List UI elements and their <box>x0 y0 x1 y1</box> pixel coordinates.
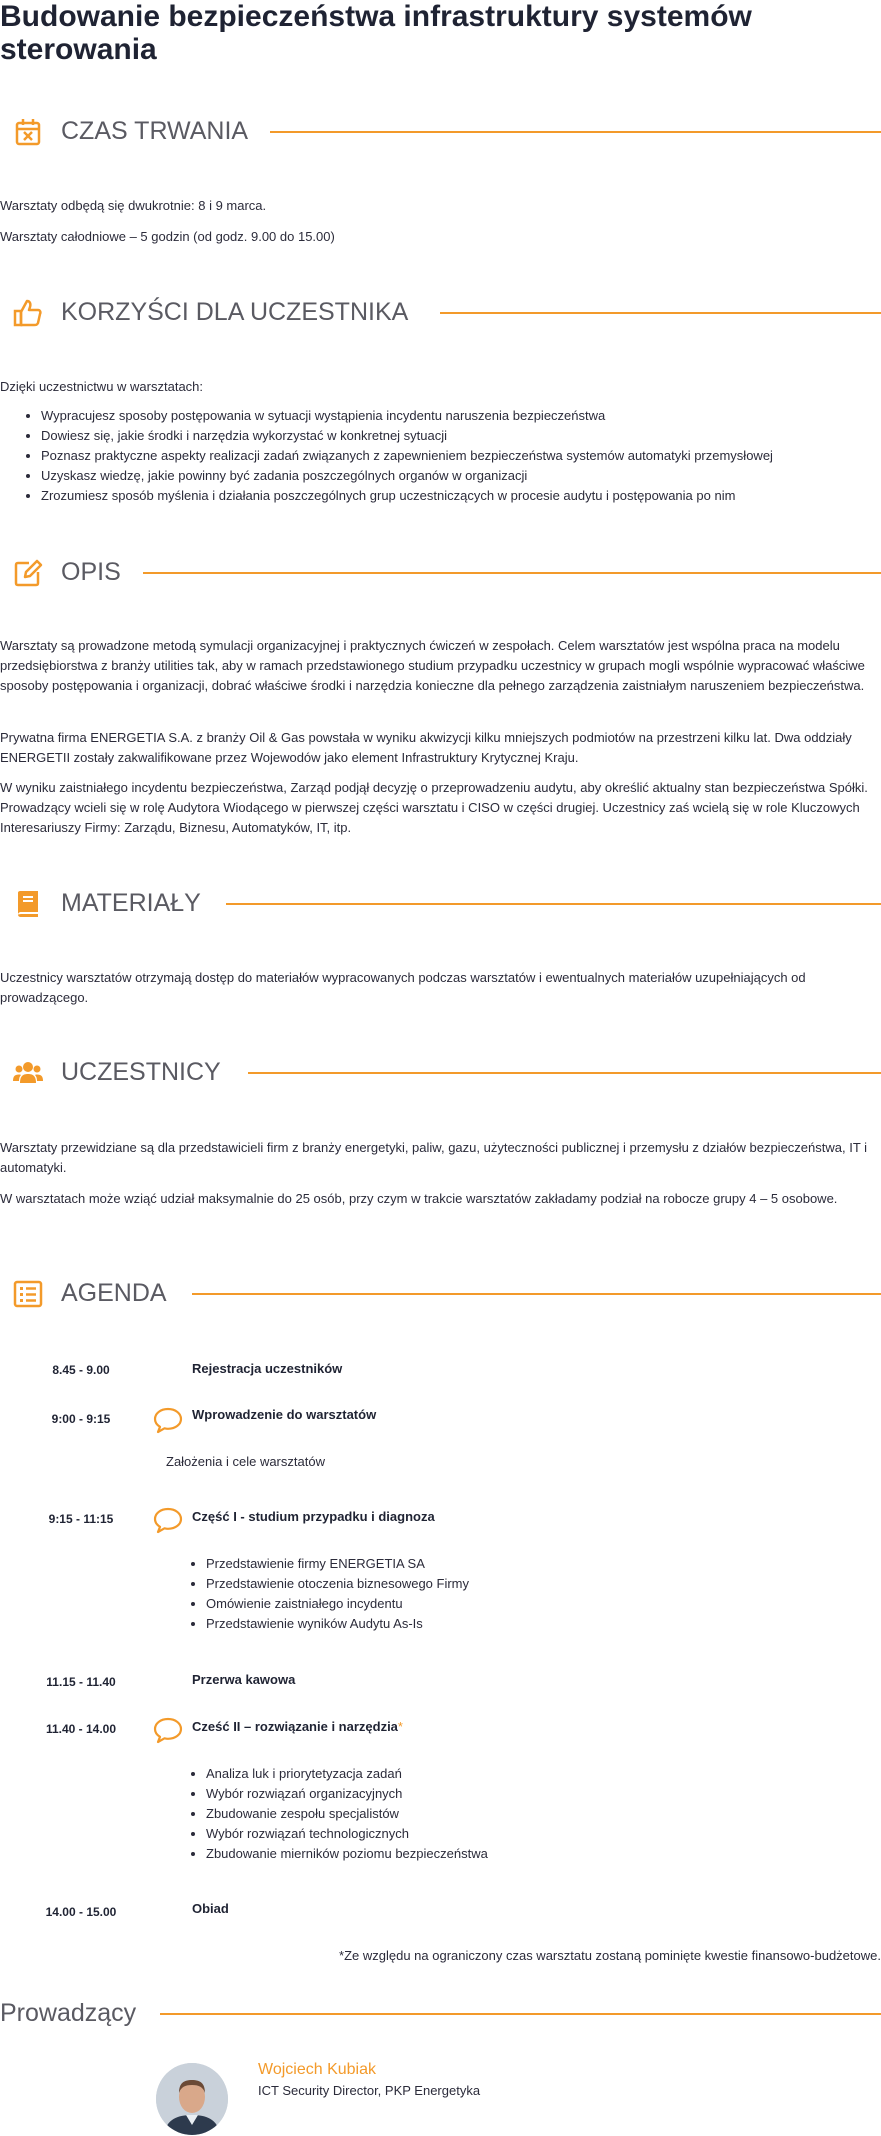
list-item: • Dowiesz się, jakie środki i narzędzia wykorzystać w konkretnej sytuacji <box>41 426 881 446</box>
section-header-participants <box>0 1050 881 1094</box>
section-title-materials: MATERIAŁY <box>61 887 217 919</box>
agenda-time: 8.45 - 9.00 <box>52 1363 110 1377</box>
section-header-duration <box>0 109 881 153</box>
list-item: • Przedstawienie otoczenia biznesowego Firmy <box>206 1574 469 1594</box>
agenda-items <box>0 1554 469 1634</box>
section-header-agenda <box>0 1271 881 1315</box>
section-title-description: OPIS <box>61 556 137 588</box>
section-title-benefits: KORZYŚCI DLA UCZESTNIKA <box>61 296 424 328</box>
calendar-x-icon <box>12 116 44 148</box>
list-item: • Wybór rozwiązań organizacyjnych <box>206 1784 488 1804</box>
agenda-time: 11.40 - 14.00 <box>45 1722 117 1736</box>
agenda-title: Przerwa kawowa <box>192 1672 296 1687</box>
materials-paragraph: Uczestnicy warsztatów otrzymają dostęp do materiałów wypracowanych podczas warsztatów i ewentualnych materiałów uzupełniających od prowadzącego. <box>0 970 806 1005</box>
benefits-list <box>0 406 881 506</box>
edit-icon <box>12 557 44 589</box>
section-divider <box>248 1072 881 1074</box>
section-header-leaders <box>0 1997 881 2031</box>
speech-bubble-icon <box>152 1716 184 1744</box>
speech-bubble-icon <box>152 1406 184 1434</box>
agenda-title: Rejestracja uczestników <box>192 1361 343 1376</box>
list-item: • Zbudowanie zespołu specjalistów <box>206 1804 488 1824</box>
agenda-title: Część I - studium przypadku i diagnoza <box>192 1509 435 1524</box>
list-item: • Poznasz praktyczne aspekty realizacji zadań związanych z zapewnieniem bezpieczeństwa systemów automatyki przemysłowej <box>41 446 881 466</box>
benefits-intro: Dzięki uczestnictwu w warsztatach: <box>0 379 204 394</box>
list-item: • Omówienie zaistniałego incydentu <box>206 1594 469 1614</box>
section-divider <box>192 1293 881 1295</box>
book-icon <box>12 888 44 920</box>
list-icon <box>12 1278 44 1310</box>
description-paragraph: Prywatna firma ENERGETIA S.A. z branży Oil & Gas powstała w wyniku akwizycji kilku mniejszych podmiotów na przestrzeni kilku lat. Dwa oddziały ENERGETII zostały zakwalifikowane przez Wojewodów jako element Infrastruktury Krytycznej Kraju. <box>0 730 852 765</box>
list-item: • Zrozumiesz sposób myślenia i działania poszczególnych grup uczestniczących w procesie audytu i postępowania po nim <box>41 486 881 506</box>
agenda-time: 9:00 - 9:15 <box>51 1412 111 1426</box>
description-paragraph: Warsztaty są prowadzone metodą symulacji organizacyjnej i praktycznych ćwiczeń w zespołach. Celem warsztatów jest wspólna praca na modelu przedsiębiorstwa z branży utilities tak, aby w ramach przedstawionego studium przypadku uczestnicy w grupach mogli wspólnie wypracować właściwe sposoby postępowania i organizacji, dobrać właściwe środki i narzędzia konieczne dla pełnego zarządzenia zaistniałym naruszeniem bezpieczeństwa. <box>0 638 865 693</box>
section-header-description <box>0 550 881 594</box>
agenda-items <box>0 1764 488 1864</box>
agenda-subtitle: Założenia i cele warsztatów <box>166 1454 325 1469</box>
speech-bubble-icon <box>152 1506 184 1534</box>
section-divider <box>270 131 881 133</box>
agenda-time: 11.15 - 11.40 <box>46 1675 116 1689</box>
duration-paragraph: Warsztaty całodniowe – 5 godzin (od godz. 9.00 do 15.00) <box>0 229 335 244</box>
agenda-title: Wprowadzenie do warsztatów <box>192 1407 377 1422</box>
list-item: • Wybór rozwiązań technologicznych <box>206 1824 488 1844</box>
agenda-footnote: *Ze względu na ograniczony czas warsztatu zostaną pominięte kwestie finansowo-budżetowe. <box>339 1948 881 1963</box>
section-divider <box>143 572 881 574</box>
footnote-star: * <box>397 1719 403 1734</box>
section-divider <box>160 2013 881 2015</box>
section-divider <box>226 903 881 905</box>
agenda-title: Obiad <box>192 1901 229 1916</box>
section-divider <box>440 312 881 314</box>
section-title-participants: UCZESTNICY <box>61 1056 237 1088</box>
users-icon <box>12 1057 44 1089</box>
duration-paragraph: Warsztaty odbędą się dwukrotnie: 8 i 9 marca. <box>0 198 267 213</box>
speaker-avatar <box>156 2063 228 2135</box>
agenda-title <box>192 1718 403 1736</box>
section-header-benefits <box>0 290 881 334</box>
page-title: Budowanie bezpieczeństwa infrastruktury systemów sterowania <box>0 0 752 66</box>
participants-paragraph: Warsztaty przewidziane są dla przedstawicieli firm z branży energetyki, paliw, gazu, użyteczności publicznej i przemysłu z działów bezpieczeństwa, IT i automatyki. <box>0 1140 868 1175</box>
description-paragraph: W wyniku zaistniałego incydentu bezpieczeństwa, Zarząd podjął decyzję o przeprowadzeniu audytu, aby określić aktualny stan bezpieczeństwa Spółki. Prowadzący wcieli się w rolę Audytora Wiodącego w pierwszej części warsztatu i CISO w części drugiej. Uczestnicy zaś wcielą się w role Kluczowych Interesariuszy Firmy: Zarządu, Biznesu, Automatyków, IT, itp. <box>0 780 868 835</box>
section-title-duration: CZAS TRWANIA <box>61 115 264 147</box>
thumbs-up-icon <box>12 297 44 329</box>
list-item: • Zbudowanie mierników poziomu bezpieczeństwa <box>206 1844 488 1864</box>
speaker-role: ICT Security Director, PKP Energetyka <box>258 2083 481 2098</box>
participants-paragraph: W warsztatach może wziąć udział maksymalnie do 25 osób, przy czym w trakcie warsztatów zakładamy podział na robocze grupy 4 – 5 osobowe. <box>0 1191 838 1206</box>
agenda-time: 9:15 - 11:15 <box>48 1512 114 1526</box>
list-item: • Przedstawienie wyników Audytu As-Is <box>206 1614 469 1634</box>
section-title-leaders: Prowadzący <box>0 1997 154 2029</box>
agenda-title-text: Cześć II – rozwiązanie i narzędzia <box>192 1719 398 1734</box>
list-item: • Przedstawienie firmy ENERGETIA SA <box>206 1554 469 1574</box>
section-title-agenda: AGENDA <box>61 1277 183 1309</box>
speaker-name[interactable]: Wojciech Kubiak <box>258 2061 376 2078</box>
list-item: • Wypracujesz sposoby postępowania w sytuacji wystąpienia incydentu naruszenia bezpieczeństwa <box>41 406 881 426</box>
section-header-materials <box>0 881 881 925</box>
agenda-time: 14.00 - 15.00 <box>45 1905 117 1919</box>
list-item: • Analiza luk i priorytetyzacja zadań <box>206 1764 488 1784</box>
list-item: • Uzyskasz wiedzę, jakie powinny być zadania poszczególnych organów w organizacji <box>41 466 881 486</box>
